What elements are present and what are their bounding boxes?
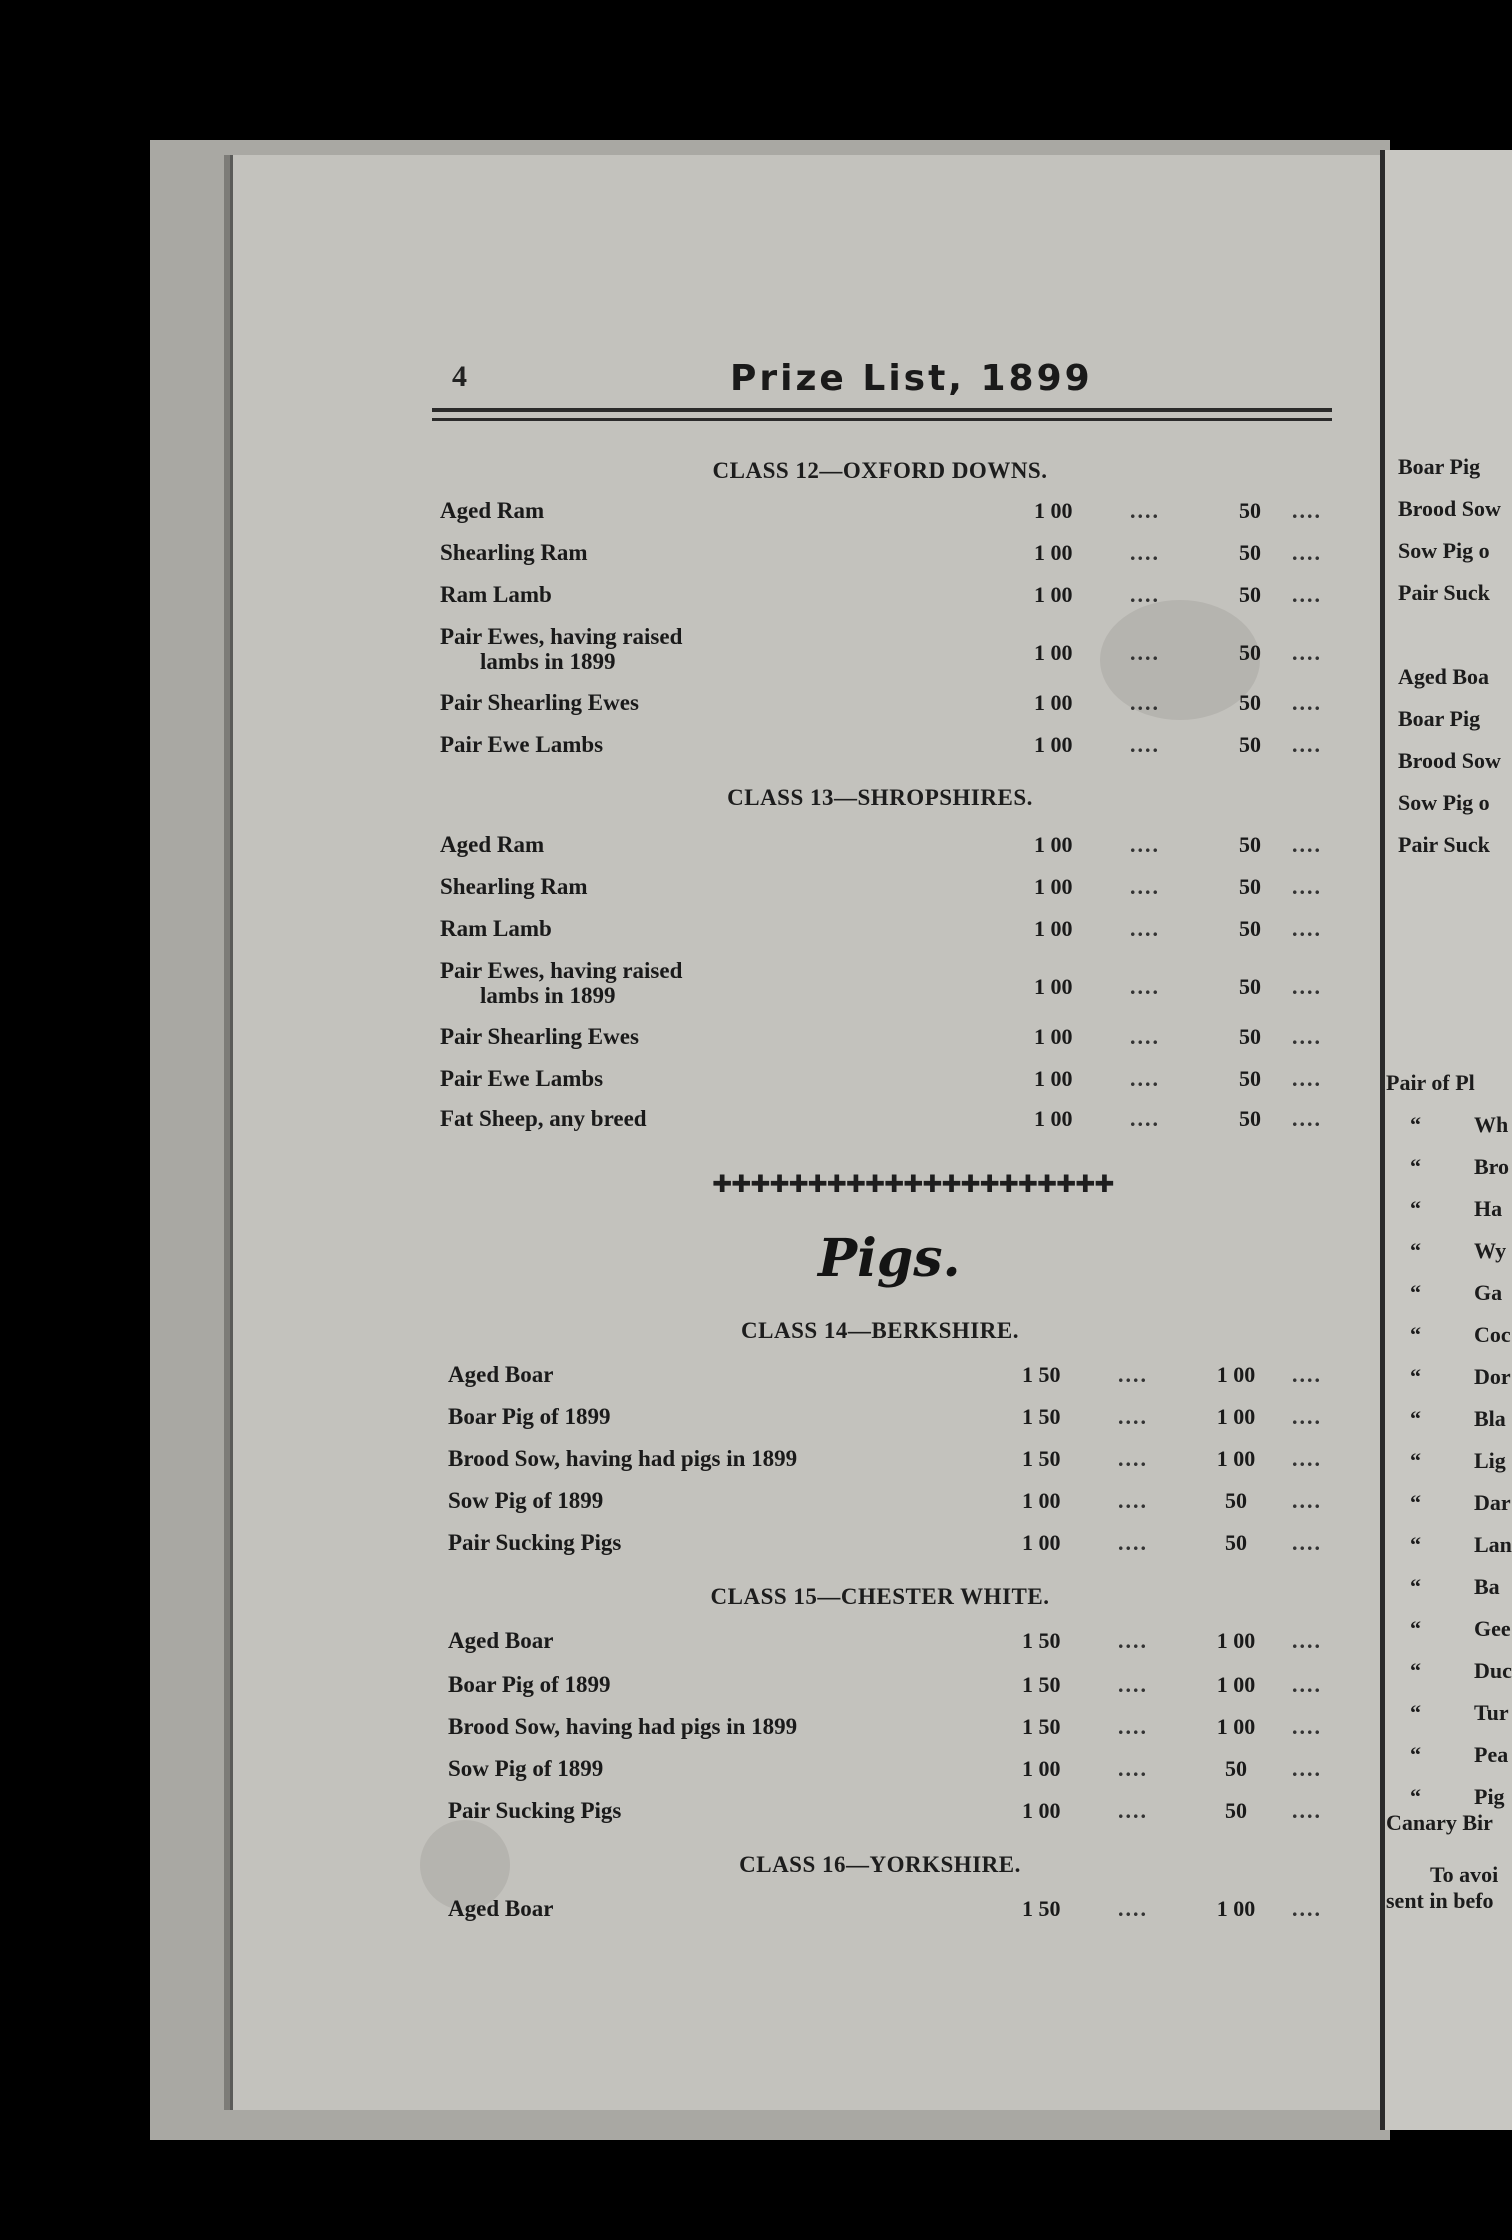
entry-label [448, 1404, 610, 1429]
entry-label [440, 874, 588, 899]
second-prize-amount: 50 [1239, 1066, 1261, 1091]
first-prize-amount: 1 50 [1022, 1714, 1061, 1739]
ditto-mark: “ [1410, 1154, 1421, 1179]
leader-dots: .... [1118, 1362, 1148, 1387]
second-prize-amount: 50 [1239, 832, 1261, 857]
leader-dots: .... [1130, 1066, 1160, 1091]
right-page-fragment: Sow Pig o [1398, 790, 1490, 815]
second-prize-amount: 50 [1239, 498, 1261, 523]
leader-dots: .... [1292, 874, 1322, 899]
first-prize-amount: 1 00 [1034, 916, 1073, 941]
leader-dots: .... [1118, 1756, 1148, 1781]
leader-dots: .... [1292, 640, 1322, 665]
class-heading: CLASS 15—CHESTER WHITE. [710, 1584, 1050, 1609]
header-rule [432, 418, 1332, 421]
leader-dots: .... [1292, 1798, 1322, 1823]
ditto-mark: “ [1410, 1406, 1421, 1431]
entry-label-line: Shearling Ram [440, 874, 588, 899]
ditto-mark: “ [1410, 1112, 1421, 1137]
leader-dots: .... [1292, 582, 1322, 607]
first-prize-amount: 1 50 [1022, 1628, 1061, 1653]
entry-label [440, 1024, 639, 1049]
right-page-fragment: Brood Sow [1398, 496, 1501, 521]
entry-label-line: Sow Pig of 1899 [448, 1488, 604, 1513]
entry-label [448, 1446, 797, 1471]
first-prize-amount: 1 00 [1034, 498, 1073, 523]
first-prize-amount: 1 00 [1022, 1530, 1061, 1555]
class-heading: CLASS 12—OXFORD DOWNS. [712, 458, 1048, 483]
entry-label [440, 540, 588, 565]
leader-dots: .... [1292, 1628, 1322, 1653]
entry-label [448, 1896, 553, 1921]
ditto-mark: “ [1410, 1784, 1421, 1809]
leader-dots: .... [1292, 1362, 1322, 1387]
first-prize-amount: 1 00 [1034, 1106, 1073, 1131]
entry-label-line: lambs in 1899 [480, 649, 616, 674]
second-prize-amount: 50 [1239, 874, 1261, 899]
right-page-fragment: Tur [1474, 1700, 1509, 1725]
ditto-mark: “ [1410, 1490, 1421, 1515]
entry-label-line: Pair Ewe Lambs [440, 732, 604, 757]
right-page-fragment: Pair Suck [1398, 832, 1490, 857]
entry-label-line: Aged Boar [448, 1362, 554, 1387]
second-prize-amount: 50 [1239, 732, 1261, 757]
leader-dots: .... [1130, 640, 1160, 665]
ditto-mark: “ [1410, 1364, 1421, 1389]
entry-label [448, 1714, 797, 1739]
right-page-fragment: Aged Boa [1398, 664, 1490, 689]
leader-dots: .... [1292, 832, 1322, 857]
right-page-fragment: Wy [1474, 1238, 1507, 1263]
leader-dots: .... [1292, 1404, 1322, 1429]
entry-label [448, 1672, 610, 1697]
entry-label [440, 582, 552, 607]
right-page-fragment: Pair of Pl [1386, 1070, 1475, 1095]
leader-dots: .... [1292, 690, 1322, 715]
entry-label [448, 1756, 603, 1781]
entry-label-line: Boar Pig of 1899 [448, 1672, 611, 1697]
leader-dots: .... [1292, 1066, 1322, 1091]
ditto-mark: “ [1410, 1196, 1421, 1221]
entry-label-line: Brood Sow, having had pigs in 1899 [448, 1714, 798, 1739]
class-heading: CLASS 14—BERKSHIRE. [741, 1318, 1019, 1343]
first-prize-amount: 1 00 [1034, 540, 1073, 565]
right-page-fragment: Wh [1474, 1112, 1509, 1137]
ditto-mark: “ [1410, 1616, 1421, 1641]
second-prize-amount: 50 [1225, 1488, 1247, 1513]
right-page-fragment: Ga [1474, 1280, 1503, 1305]
second-prize-amount: 50 [1225, 1798, 1247, 1823]
leader-dots: .... [1118, 1714, 1148, 1739]
entry-label-line: Aged Ram [440, 498, 545, 523]
leader-dots: .... [1130, 732, 1160, 757]
second-prize-amount: 50 [1239, 974, 1261, 999]
right-page-fragment: Boar Pig [1398, 454, 1481, 479]
first-prize-amount: 1 00 [1034, 582, 1073, 607]
second-prize-amount: 50 [1239, 1024, 1261, 1049]
entry-label-line: Pair Ewes, having raised [440, 624, 683, 649]
section-title: Pigs. [818, 1228, 961, 1289]
right-page-fragment: Ha [1474, 1196, 1503, 1221]
entry-label-line: Shearling Ram [440, 540, 588, 565]
leader-dots: .... [1118, 1896, 1148, 1921]
leader-dots: .... [1130, 974, 1160, 999]
leader-dots: .... [1130, 1024, 1160, 1049]
right-page-fragment: Pea [1474, 1742, 1509, 1767]
leader-dots: .... [1118, 1488, 1148, 1513]
entry-label [448, 1488, 603, 1513]
second-prize-amount: 50 [1239, 540, 1261, 565]
right-page-fragment: Ba [1474, 1574, 1500, 1599]
right-page-fragment: Coc [1474, 1322, 1511, 1347]
entry-label [440, 690, 639, 715]
entry-label-line: Pair Shearling Ewes [440, 1024, 639, 1049]
second-prize-amount: 1 00 [1216, 1896, 1256, 1921]
first-prize-amount: 1 50 [1022, 1362, 1061, 1387]
right-page-fragment: Lig [1474, 1448, 1506, 1473]
entry-label-line: Aged Ram [440, 832, 545, 857]
second-prize-amount: 1 00 [1216, 1446, 1256, 1471]
leader-dots: .... [1118, 1672, 1148, 1697]
first-prize-amount: 1 00 [1034, 832, 1073, 857]
second-prize-amount: 50 [1225, 1756, 1247, 1781]
first-prize-amount: 1 00 [1022, 1488, 1061, 1513]
second-prize-amount: 50 [1239, 916, 1261, 941]
entry-label [440, 958, 682, 1008]
second-prize-amount: 1 00 [1216, 1404, 1256, 1429]
ditto-mark: “ [1410, 1532, 1421, 1557]
entry-label-line: lambs in 1899 [480, 983, 616, 1008]
leader-dots: .... [1130, 832, 1160, 857]
first-prize-amount: 1 50 [1022, 1896, 1061, 1921]
right-page-fragment: Bro [1474, 1154, 1510, 1179]
leader-dots: .... [1292, 1106, 1322, 1131]
leader-dots: .... [1292, 732, 1322, 757]
first-prize-amount: 1 00 [1034, 690, 1073, 715]
leader-dots: .... [1292, 540, 1322, 565]
leader-dots: .... [1130, 874, 1160, 899]
entry-label-line: Ram Lamb [440, 582, 552, 607]
leader-dots: .... [1292, 1024, 1322, 1049]
running-title: Prize List, 1899 [730, 358, 1093, 399]
right-page-fragment: Boar Pig [1398, 706, 1481, 731]
leader-dots: .... [1130, 498, 1160, 523]
leader-dots: .... [1292, 1446, 1322, 1471]
right-page-fragment: sent in befo [1386, 1888, 1494, 1913]
first-prize-amount: 1 50 [1022, 1672, 1061, 1697]
right-page-fragment: Sow Pig o [1398, 538, 1490, 563]
entry-label [440, 498, 544, 523]
right-page-fragment: Lan [1474, 1532, 1512, 1557]
first-prize-amount: 1 50 [1022, 1404, 1061, 1429]
right-page-fragment: Pair Suck [1398, 580, 1490, 605]
entry-label [448, 1530, 621, 1555]
right-page-fragment: Gee [1474, 1616, 1511, 1641]
second-prize-amount: 50 [1239, 690, 1261, 715]
leader-dots: .... [1118, 1404, 1148, 1429]
first-prize-amount: 1 00 [1034, 1066, 1073, 1091]
right-page-fragment: Duc [1474, 1658, 1512, 1683]
entry-label-line: Ram Lamb [440, 916, 552, 941]
second-prize-amount: 1 00 [1216, 1714, 1256, 1739]
entry-label-line: Fat Sheep, any breed [440, 1106, 647, 1131]
ditto-mark: “ [1410, 1574, 1421, 1599]
first-prize-amount: 1 00 [1034, 974, 1073, 999]
ditto-mark: “ [1410, 1238, 1421, 1263]
leader-dots: .... [1292, 1896, 1322, 1921]
entry-label [440, 1106, 647, 1131]
ditto-mark: “ [1410, 1322, 1421, 1347]
leader-dots: .... [1130, 690, 1160, 715]
entry-label-line: Pair Ewes, having raised [440, 958, 683, 983]
right-page-fragment: Dar [1474, 1490, 1511, 1515]
right-page-fragment: Dor [1474, 1364, 1511, 1389]
entry-label-line: Aged Boar [448, 1896, 554, 1921]
ditto-mark: “ [1410, 1700, 1421, 1725]
first-prize-amount: 1 00 [1034, 732, 1073, 757]
second-prize-amount: 50 [1239, 582, 1261, 607]
ditto-mark: “ [1410, 1448, 1421, 1473]
ditto-mark: “ [1410, 1742, 1421, 1767]
second-prize-amount: 50 [1225, 1530, 1247, 1555]
ornament-divider: ✚✚✚✚✚✚✚✚✚✚✚✚✚✚✚✚✚✚✚✚✚ [712, 1170, 1114, 1198]
leader-dots: .... [1118, 1530, 1148, 1555]
entry-label [440, 916, 552, 941]
second-prize-amount: 50 [1239, 1106, 1261, 1131]
leader-dots: .... [1292, 1530, 1322, 1555]
second-prize-amount: 1 00 [1216, 1672, 1256, 1697]
class-heading: CLASS 16—YORKSHIRE. [739, 1852, 1021, 1877]
entry-label [440, 624, 682, 674]
right-page-fragment: To avoi [1430, 1862, 1499, 1887]
first-prize-amount: 1 00 [1034, 874, 1073, 899]
leader-dots: .... [1130, 582, 1160, 607]
first-prize-amount: 1 00 [1022, 1756, 1061, 1781]
second-prize-amount: 50 [1239, 640, 1261, 665]
leader-dots: .... [1292, 1672, 1322, 1697]
leader-dots: .... [1118, 1446, 1148, 1471]
entry-label [448, 1628, 553, 1653]
page-number: 4 [452, 360, 467, 393]
right-page-fragment: Bla [1474, 1406, 1506, 1431]
leader-dots: .... [1118, 1628, 1148, 1653]
entry-label-line: Pair Ewe Lambs [440, 1066, 604, 1091]
entry-label-line: Boar Pig of 1899 [448, 1404, 611, 1429]
leader-dots: .... [1130, 540, 1160, 565]
first-prize-amount: 1 00 [1034, 640, 1073, 665]
entry-label-line: Pair Shearling Ewes [440, 690, 639, 715]
entry-label [440, 832, 544, 857]
second-prize-amount: 1 00 [1216, 1628, 1256, 1653]
right-page-fragment: Brood Sow [1398, 748, 1501, 773]
first-prize-amount: 1 50 [1022, 1446, 1061, 1471]
entry-label [448, 1798, 621, 1823]
entry-label-line: Sow Pig of 1899 [448, 1756, 604, 1781]
leader-dots: .... [1292, 1488, 1322, 1513]
entry-label-line: Pair Sucking Pigs [448, 1530, 622, 1555]
first-prize-amount: 1 00 [1034, 1024, 1073, 1049]
leader-dots: .... [1292, 974, 1322, 999]
entry-label-line: Aged Boar [448, 1628, 554, 1653]
leader-dots: .... [1292, 1756, 1322, 1781]
header-rule [432, 408, 1332, 412]
entry-label [440, 1066, 603, 1091]
second-prize-amount: 1 00 [1216, 1362, 1256, 1387]
leader-dots: .... [1118, 1798, 1148, 1823]
leader-dots: .... [1130, 916, 1160, 941]
entry-label-line: Pair Sucking Pigs [448, 1798, 622, 1823]
right-page-fragment: Canary Bir [1386, 1810, 1493, 1835]
first-prize-amount: 1 00 [1022, 1798, 1061, 1823]
ditto-mark: “ [1410, 1280, 1421, 1305]
right-page-fragment: Pig [1474, 1784, 1505, 1809]
entry-label [440, 732, 603, 757]
ditto-mark: “ [1410, 1658, 1421, 1683]
entry-label-line: Brood Sow, having had pigs in 1899 [448, 1446, 798, 1471]
entry-label [448, 1362, 553, 1387]
leader-dots: .... [1292, 1714, 1322, 1739]
leader-dots: .... [1292, 498, 1322, 523]
leader-dots: .... [1130, 1106, 1160, 1131]
class-heading: CLASS 13—SHROPSHIRES. [727, 785, 1033, 810]
leader-dots: .... [1292, 916, 1322, 941]
